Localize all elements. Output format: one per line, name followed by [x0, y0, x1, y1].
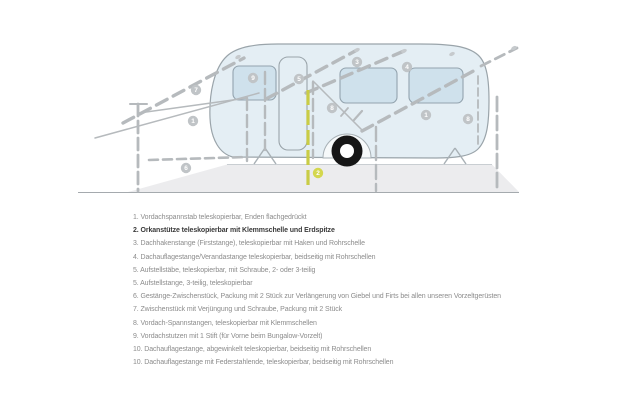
legend-item: 8. Vordach-Spannstangen, teleskopierbar mit Klemmschellen: [133, 319, 317, 327]
legend-item: 7. Zwischenstück mit Verjüngung und Schraube, Packung mit 2 Stück: [133, 306, 343, 314]
svg-text:5: 5: [297, 76, 301, 83]
legend-item: 9. Vordachstutzen mit 1 Stift (für Vorne beim Bungalow-Vorzelt): [133, 332, 323, 340]
legend-item: 4. Dachauflagestange/Verandastange teleskopierbar, beidseitig mit Rohrschellen: [133, 253, 376, 261]
legend-item: 3. Dachhakenstange (Firststange), teleskopierbar mit Haken und Rohrschelle: [133, 240, 365, 248]
marker-1: [421, 110, 431, 120]
wheel-hub: [340, 144, 354, 158]
svg-text:8: 8: [330, 105, 334, 112]
roof-pole-far-right: [481, 48, 517, 66]
svg-text:1: 1: [424, 112, 428, 119]
legend-item: 10. Dachauflagestange mit Federstahlende, teleskopierbar, beidseitig mit Rohrschellen: [133, 359, 394, 367]
svg-text:2: 2: [316, 170, 320, 177]
marker-2-highlighted: [313, 168, 323, 178]
marker-8: [463, 114, 473, 124]
legend-list: [133, 211, 603, 369]
svg-text:8: 8: [466, 116, 470, 123]
svg-text:3: 3: [355, 59, 359, 66]
caravan-window-rear: [409, 68, 463, 103]
legend-item: 6. Gestänge-Zwischenstück, Packung mit 2 Stück zur Verlängerung von Giebel und Firts bei allen unseren Vorzeltgerüsten: [133, 293, 501, 301]
marker-5: [294, 74, 304, 84]
svg-text:6: 6: [184, 165, 188, 172]
caravan: [210, 44, 489, 167]
legend-item: 5. Aufstellstange, 3-teilig, teleskopierbar: [133, 280, 253, 288]
svg-text:1: 1: [191, 118, 195, 125]
connector-rod-bottom: [149, 157, 246, 160]
legend-item: 10. Dachauflagestange, abgewinkelt teleskopierbar, beidseitig mit Rohrschellen: [133, 346, 372, 354]
svg-text:9: 9: [251, 75, 255, 82]
marker-4: [402, 62, 412, 72]
legend-item: 5. Aufstellstäbe, teleskopierbar, mit Schraube, 2- oder 3-teilig: [133, 266, 316, 274]
marker-3: [352, 57, 362, 67]
marker-6: [181, 163, 191, 173]
legend-item: 1. Vordachspannstab teleskopierbar, Enden flachgedrückt: [133, 214, 307, 221]
svg-text:7: 7: [194, 87, 198, 94]
marker-7: [191, 85, 201, 95]
svg-text:4: 4: [405, 64, 409, 71]
marker-8: [327, 103, 337, 113]
legend-item: 2. Orkanstütze teleskopierbar mit Klemmschelle und Erdspitze: [133, 227, 335, 235]
marker-1: [188, 116, 198, 126]
marker-9: [248, 73, 258, 83]
